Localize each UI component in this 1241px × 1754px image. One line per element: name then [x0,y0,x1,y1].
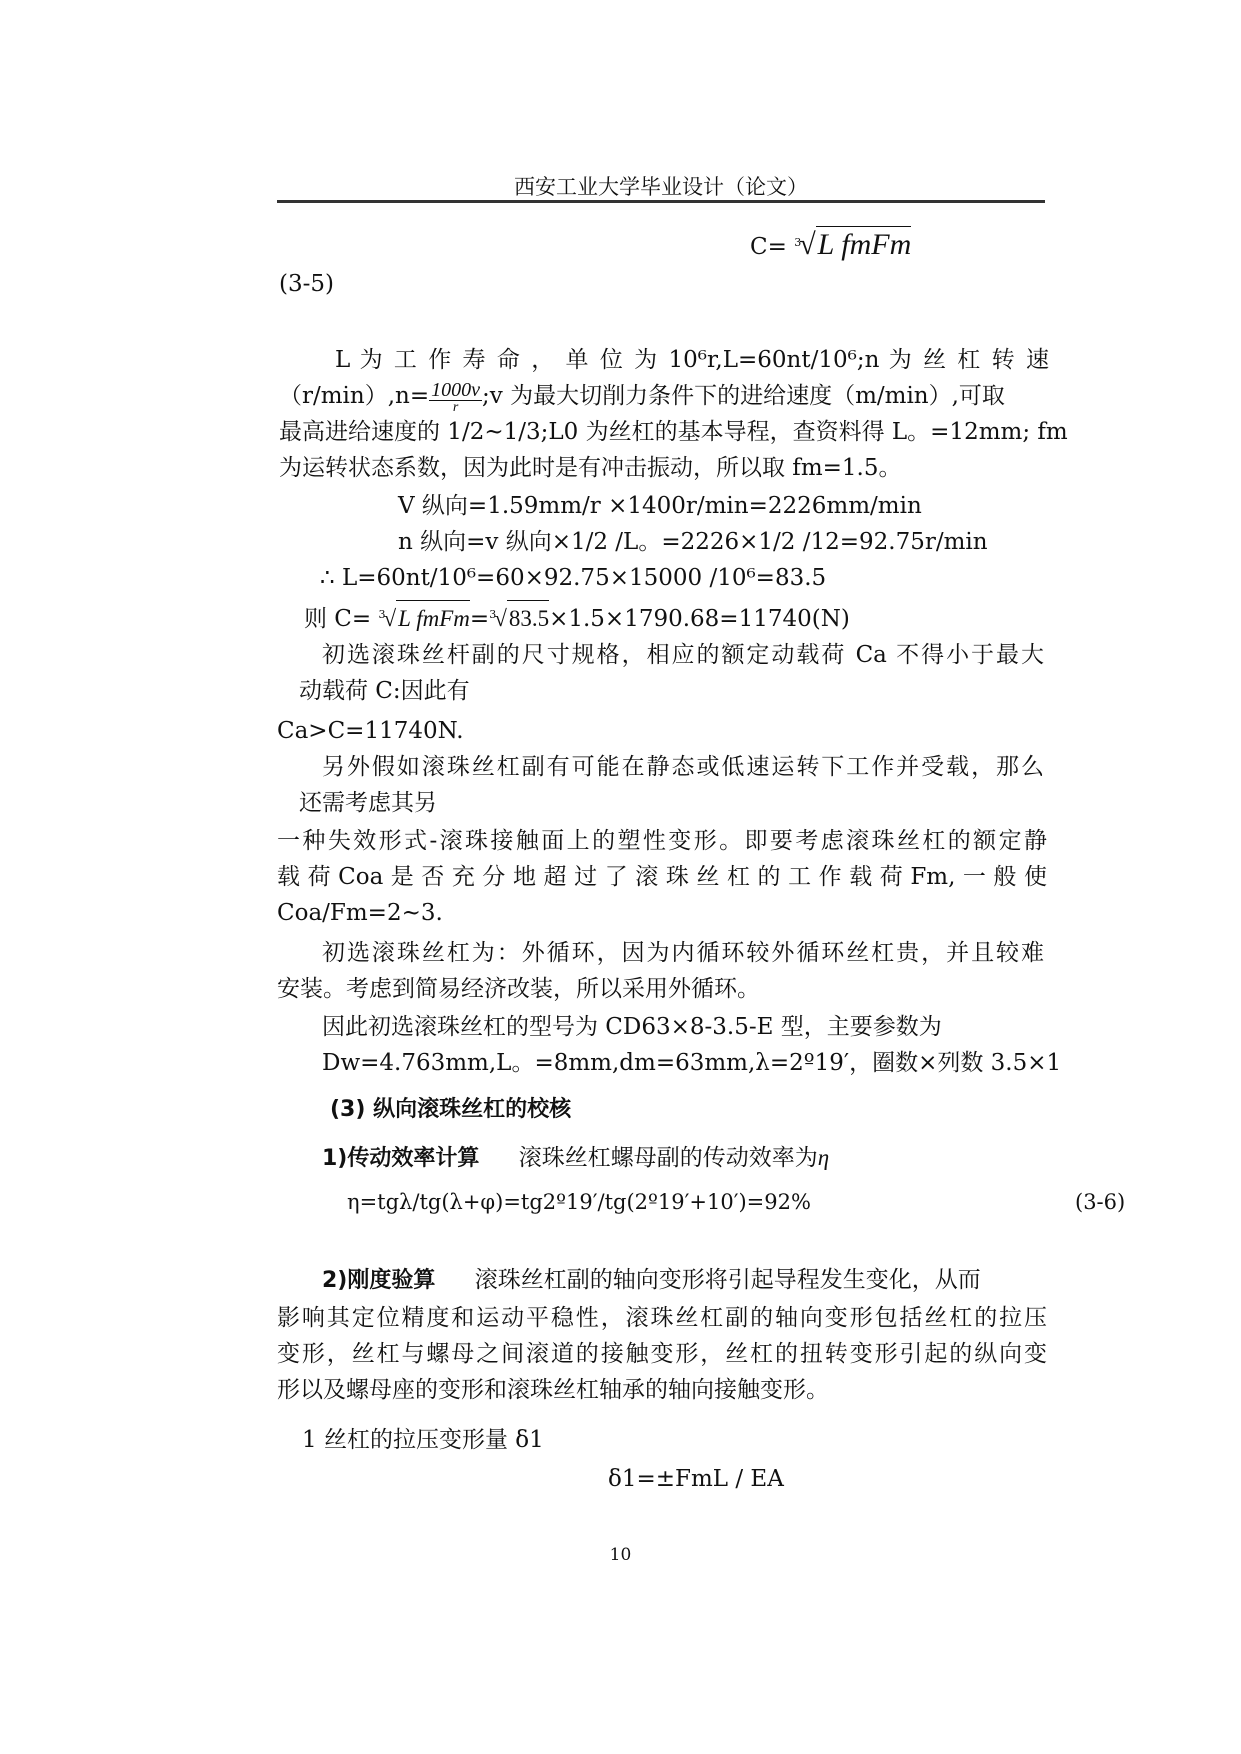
header-rule [277,200,1045,203]
para4-line1: 初选滚珠丝杠为：外循环，因为内循环较外循环丝杠贵，并且较难 [322,940,1044,966]
sub2-label: 2)刚度验算 [322,1268,436,1293]
para1-line1: L 为 工 作 寿 命 ， 单 位 为 10⁶r,L=60nt/10⁶;n 为 丝 杠 转 速 [335,347,1049,373]
para3-line3: 一种失效形式-滚珠接触面上的塑性变形。即要考虑滚珠丝杠的额定静 [277,828,1047,854]
calc-c-root2-index: 3 [489,608,497,621]
sub2-line1 [322,1262,981,1299]
para4-line2: 安装。考虑到简易经济改装，所以采用外循环。 [277,976,760,1002]
para3-line4: 载 荷 Coa 是 否 充 分 地 超 过 了 滚 珠 丝 杠 的 工 作 载 荷 Fm, 一 般 使 [277,864,1047,890]
section-heading: (3) 纵向滚珠丝杠的校核 [330,1097,572,1122]
page-number: 10 [609,1545,632,1565]
calc-n: n 纵向=v 纵向×1/2 /L。=2226×1/2 /12=92.75r/min [398,529,988,555]
para1-line2 [279,378,1005,415]
sub1-line [322,1140,829,1177]
item1-text: 1 丝杠的拉压变形量 δ1 [302,1427,544,1453]
fraction-numerator: 1000v [431,378,481,401]
sub1-symbol: η [817,1145,830,1170]
item1-formula: δ1=±FmL / EA [608,1466,784,1492]
calc-c-tail: ×1.5×1790.68=11740(N) [549,606,850,632]
calc-c-equals: = [469,606,490,632]
calc-c-root1-index: 3 [378,608,386,621]
para1-line2-end: ;v 为最大切削力条件下的进给速度（m/min）,可取 [482,383,1005,409]
fraction-denominator: r [452,399,459,415]
formula-c-prefix: C= [750,234,787,260]
calc-c-root1: L fmFm [396,600,470,637]
sub2-line4: 形以及螺母座的变形和滚珠丝杠轴承的轴向接触变形。 [277,1377,829,1403]
calc-c-root2: 83.5 [507,600,549,637]
para3-line1: 另外假如滚珠丝杠副有可能在静态或低速运转下工作并受载，那么 [322,754,1044,780]
formula-number-3-6: (3-6) [1075,1190,1126,1214]
calc-c-prefix: 则 C= [304,606,372,632]
radical-sign: √ [383,606,397,631]
sub2-line2: 影响其定位精度和运动平稳性，滚珠丝杠副的轴向变形包括丝杠的拉压 [277,1305,1047,1331]
para3-line5: Coa/Fm=2~3. [277,900,443,926]
formula-number-3-5: (3-5) [279,271,334,297]
calc-c [304,597,850,637]
formula-c-index: 3 [794,236,802,249]
radical-sign: √ [494,606,507,631]
radical-sign: √ [799,228,816,261]
fraction [429,380,482,415]
para1-line3: 最高进给速度的 1/2~1/3;L0 为丝杠的基本导程，查资料得 L。=12mm; fm [279,419,1068,445]
calc-l: ∴ L=60nt/10⁶=60×92.75×15000 /10⁶=83.5 [320,565,827,591]
formula-c-radicand: L fmFm [817,228,912,261]
sub1-text: 滚珠丝杠螺母副的传动效率为 [518,1145,818,1171]
sub2-line3: 变形，丝杠与螺母之间滚道的接触变形，丝杠的扭转变形引起的纵向变 [277,1341,1047,1367]
page-header: 西安工业大学毕业设计（论文） [514,175,808,199]
para5-line1: 因此初选滚珠丝杠的型号为 CD63×8-3.5-E 型，主要参数为 [322,1014,942,1040]
para5-line2: Dw=4.763mm,L。=8mm,dm=63mm,λ=2º19′，圈数×列数 3.5×1 [322,1050,1062,1076]
para2-line2: 动载荷 C:因此有 [299,678,470,704]
para2-line3: Ca>C=11740N. [277,718,464,744]
para1-line4: 为运转状态系数，因为此时是有冲击振动，所以取 fm=1.5。 [279,455,902,481]
para3-line2: 还需考虑其另 [299,790,437,816]
sub2-text: 滚珠丝杠副的轴向变形将引起导程发生变化，从而 [474,1267,981,1293]
sub1-formula: η=tgλ/tg(λ+φ)=tg2º19′/tg(2º19′+10′)=92% [347,1190,811,1214]
para1-line2-start: （r/min）,n= [279,383,430,409]
formula-c [750,225,911,265]
calc-v: V 纵向=1.59mm/r ×1400r/min=2226mm/min [398,493,922,519]
para2-line1: 初选滚珠丝杆副的尺寸规格，相应的额定动载荷 Ca 不得小于最大 [322,642,1044,668]
sub1-label: 1)传动效率计算 [322,1146,480,1171]
